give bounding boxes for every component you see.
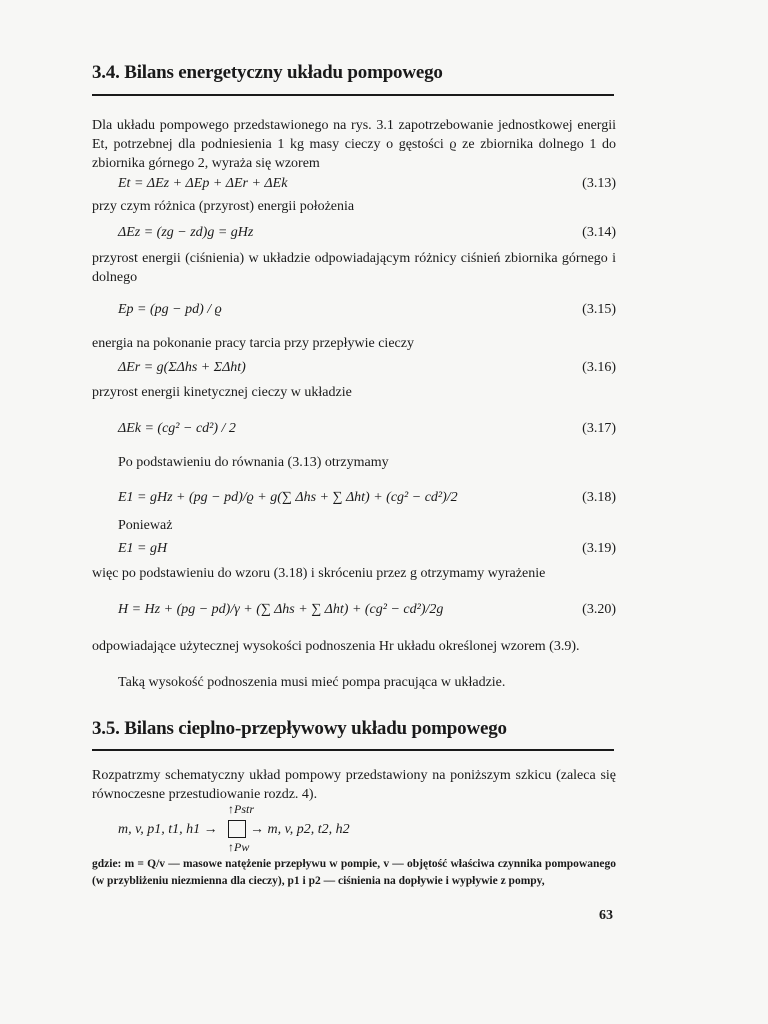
equation-3-20: H = Hz + (pg − pd)/γ + (∑ Δhs + ∑ Δht) + (cg² − cd²)/2g (118, 602, 444, 617)
text-line: Taką wysokość podnoszenia musi mieć pompa pracująca w układzie. (118, 675, 506, 690)
text-line: Ponieważ (118, 518, 173, 533)
section-title-3-5: 3.5. Bilans cieplno-przepływowy układu pompowego (92, 718, 507, 739)
equation-3-17: ΔEk = (cg² − cd²) / 2 (118, 421, 236, 436)
text-line: więc po podstawieniu do wzoru (3.18) i skróceniu przez g otrzymamy wyrażenie (92, 566, 546, 581)
paragraph-pressure: przyrost energii (ciśnienia) w układzie odpowiadającym różnicy ciśnień zbiornika górnego i dolnego (92, 251, 616, 285)
equation-number: (3.14) (582, 225, 616, 240)
equation-3-16: ΔEr = g(ΣΔhs + ΣΔht) (118, 360, 246, 375)
paragraph-scheme-intro: Rozpatrzmy schematyczny układ pompowy przedstawiony na poniższym szkicu (zaleca się równoczesne przestudiowanie rozdz. 4). (92, 768, 616, 802)
equation-number: (3.17) (582, 421, 616, 436)
section-title-3-4: 3.4. Bilans energetyczny układu pompowego (92, 62, 443, 83)
equation-3-15: Ep = (pg − pd) / ϱ (118, 302, 222, 317)
text-line: energia na pokonanie pracy tarcia przy przepływie cieczy (92, 336, 414, 351)
footnote: gdzie: m = Q/v — masowe natężenie przepływu w pompie, v — objętość właściwa czynnika pompowanego (w przybliżeniu niezmienna dla cieczy), p1 i p2 — ciśnienia na dopływie i wypływie z pompy, (92, 858, 616, 887)
scheme-power-bottom: ↑Pw (228, 840, 250, 854)
paragraph-intro: Dla układu pompowego przedstawionego na rys. 3.1 zapotrzebowanie jednostkowej energii Et, potrzebnej dla podniesienia 1 kg masy cieczy o gęstości ϱ ze zbiornika dolnego 1 do zbiornika górnego 2, wyraża się wzorem (92, 118, 616, 171)
text-line: przyrost energii kinetycznej cieczy w układzie (92, 385, 352, 400)
scheme-power-top: ↑Pstr (228, 802, 255, 816)
text-line: przy czym różnica (przyrost) energii położenia (92, 199, 355, 214)
equation-number: (3.19) (582, 541, 616, 556)
equation-number: (3.16) (582, 360, 616, 375)
section-rule (92, 749, 614, 751)
equation-number: (3.13) (582, 176, 616, 191)
equation-3-13: Et = ΔEz + ΔEp + ΔEr + ΔEk (118, 176, 288, 191)
text-line: Po podstawieniu do równania (3.13) otrzymamy (118, 455, 389, 470)
equation-number: (3.18) (582, 490, 616, 505)
scheme-outlet: → m, v, p2, t2, h2 (250, 822, 350, 837)
equation-number: (3.15) (582, 302, 616, 317)
section-rule (92, 94, 614, 96)
equation-3-19: E1 = gH (118, 541, 168, 556)
equation-number: (3.20) (582, 602, 616, 617)
equation-3-14: ΔEz = (zg − zd)g = gHz (118, 225, 254, 240)
page-number: 63 (599, 908, 613, 923)
scheme-inlet: m, v, p1, t1, h1 → (118, 822, 218, 837)
paragraph-conclusion: odpowiadające użytecznej wysokości podnoszenia Hr układu określonej wzorem (3.9). (92, 639, 580, 654)
equation-3-18: E1 = gHz + (pg − pd)/ϱ + g(∑ Δhs + ∑ Δht) + (cg² − cd²)/2 (118, 490, 458, 505)
pump-box (228, 820, 246, 838)
